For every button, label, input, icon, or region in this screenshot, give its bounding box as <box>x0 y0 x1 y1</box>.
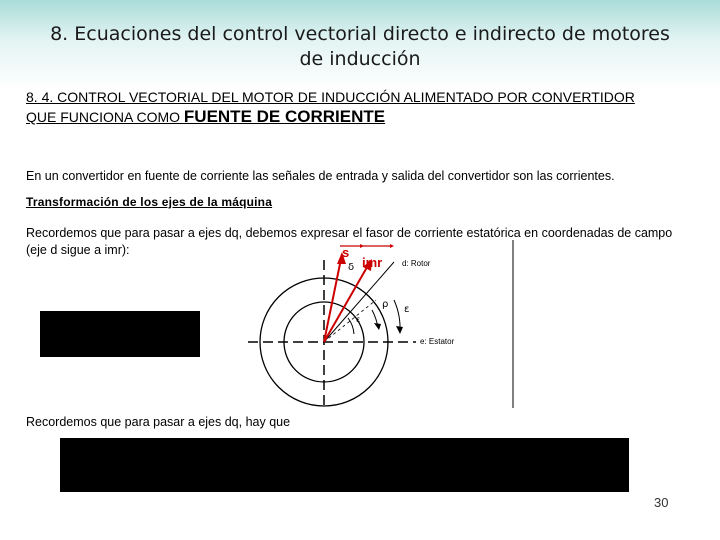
paragraph-fasor: Recordemos que para pasar a ejes dq, debemos expresar el fasor de corriente estatórica en coordenadas de campo (eje d sigue a imr): <box>26 226 673 257</box>
paragraph-recordemos: Recordemos que para pasar a ejes dq, hay que <box>26 415 291 429</box>
label-stator: e: Estator <box>420 337 455 346</box>
section-heading-emphasis: FUENTE DE CORRIENTE <box>183 107 386 126</box>
page-title: 8. Ecuaciones del control vectorial directo e indirecto de motores de inducción <box>50 23 670 70</box>
label-imr: imr <box>362 255 383 270</box>
intro-paragraph: En un convertidor en fuente de corriente las señales de entrada y salida del convertidor son las corrientes. <box>26 169 615 183</box>
label-small: ε <box>356 315 361 324</box>
axes-diagram <box>244 240 516 408</box>
label-delta: δ <box>348 262 355 273</box>
redacted-equation-block <box>40 311 200 357</box>
section-heading-text: 8. 4. CONTROL VECTORIAL DEL MOTOR DE INDUCCIÓN ALIMENTADO POR CONVERTIDOR QUE FUNCIONA COMO <box>26 89 635 125</box>
subheading: Transformación de los ejes de la máquina <box>26 195 273 209</box>
is-vector <box>324 254 342 342</box>
section-heading <box>26 87 666 127</box>
label-rho: ρ <box>382 299 389 310</box>
axes-diagram-svg <box>244 240 516 408</box>
label-rotor: d: Rotor <box>402 259 431 268</box>
label-is: s <box>342 245 350 260</box>
redacted-equation-block-wide <box>60 438 629 492</box>
label-eps: ε <box>404 304 410 315</box>
page-number: 30 <box>654 495 669 510</box>
